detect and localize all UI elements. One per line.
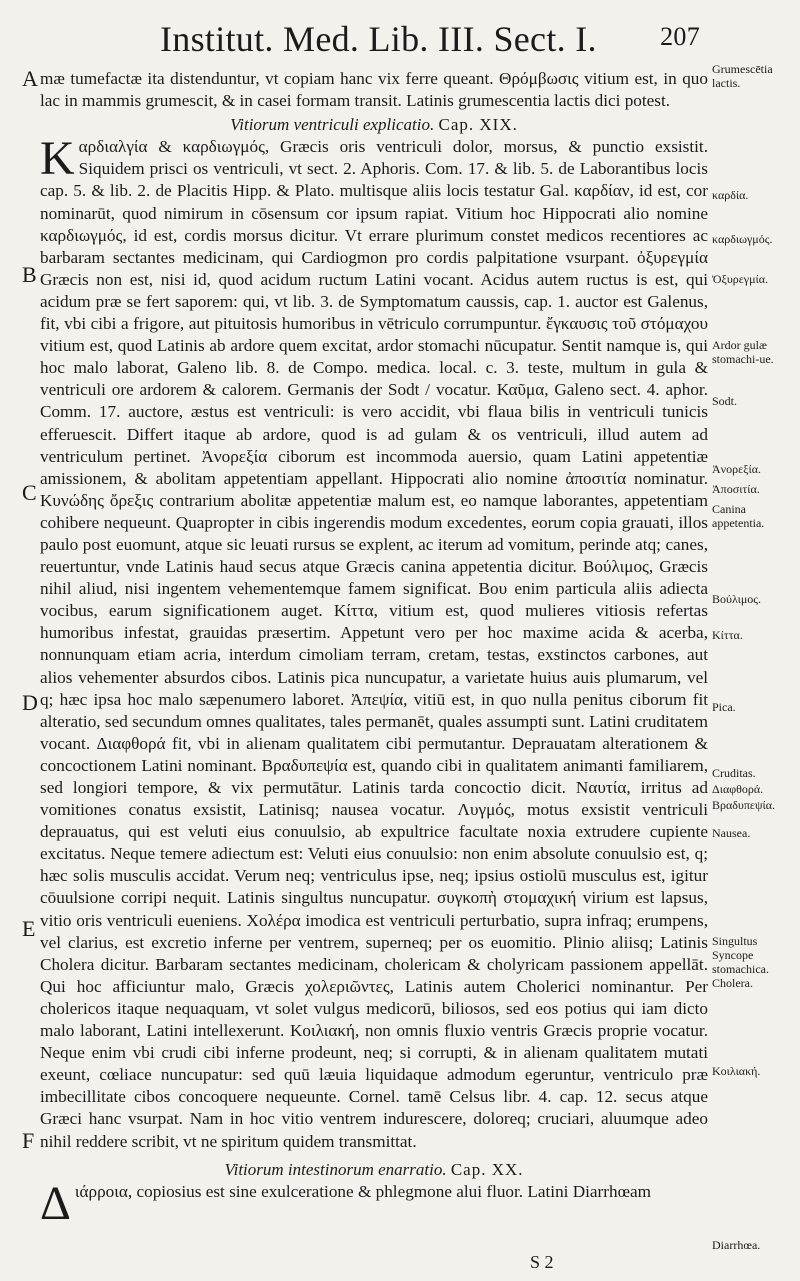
section-letter-e: E: [22, 916, 36, 941]
margin-note: Βραδυπεψία.: [712, 798, 775, 812]
margin-note: Nausea.: [712, 826, 751, 840]
margin-note: Diarrhœa.: [712, 1238, 761, 1252]
margin-note: Cruditas.: [712, 766, 756, 780]
section-letter-f: F: [22, 1128, 35, 1153]
margin-note: Singultus: [712, 934, 758, 948]
margin-note: Grumescētia lactis.: [712, 62, 773, 90]
chapter-19-number: Cap. XIX.: [438, 115, 518, 135]
section-letter-d: D: [22, 690, 38, 715]
margin-note: Ἀποσιτία.: [712, 482, 760, 496]
margin-note: Sodt.: [712, 394, 738, 408]
chapter-20-body: ιάρροια, copiosius est sine exulceratione & phlegmone alui fluor. Latini Diarrhœam: [74, 1181, 652, 1201]
paragraph-lac: mæ tumefactæ ita distenduntur, vt copiam hanc vix ferre queant. Θρόμβωσις vitium est, in quo lac in mammis grumescit, & in casei formam transit. Latinis grumescentia lactis dici potest.: [40, 69, 708, 111]
margin-note: Syncope stomachica.: [712, 948, 769, 976]
page-number: 207: [660, 22, 700, 51]
chapter-19-title: Vitiorum ventriculi explicatio.: [230, 115, 435, 135]
margin-note: Ἀνορεξία.: [712, 462, 761, 476]
drop-cap-k: K: [40, 132, 75, 186]
chapter-20-title: Vitiorum intestinorum enarratio.: [224, 1159, 447, 1179]
margin-note: Διαφθορά.: [712, 782, 764, 796]
chapter-heading-20: [40, 1159, 708, 1181]
section-letter-c: C: [22, 480, 37, 505]
section-letter-b: B: [22, 262, 37, 287]
margin-note: Ardor gulæ stomachi-ue.: [712, 338, 774, 366]
margin-note: Βούλιμος.: [712, 592, 762, 606]
margin-note: Cholera.: [712, 976, 753, 990]
header-title: Institut. Med. Lib. III. Sect. I.: [160, 19, 597, 59]
chapter-19-text: [40, 132, 708, 1152]
chapter-20-text: [40, 1176, 708, 1230]
margin-note: καρδία.: [712, 188, 749, 202]
margin-note: Κίττα.: [712, 628, 743, 642]
signature-mark: S 2: [530, 1252, 554, 1272]
main-text: [40, 68, 708, 1230]
margin-note: Κοιλιακή.: [712, 1064, 761, 1078]
margin-note: Canina appetentia.: [712, 502, 765, 530]
chapter-heading-19: [40, 114, 708, 136]
margin-note: Ὀξυρεγμία.: [712, 272, 769, 286]
running-header: [160, 18, 720, 58]
section-letter-a: A: [22, 66, 38, 91]
drop-cap-delta: Δ: [40, 1176, 71, 1230]
chapter-19-body: αρδιαλγία & καρδιωγμός, Græcis oris ventriculi dolor, morsus, & punctio exsistit. Siquidem prisci os ventriculi, vt sect. 2. Aphoris. Com. 17. & lib. 5. de Laborantibus locis cap. 5. & lib. 2. de Placitis Hipp. & Plato. multisque aliis locis testatur Gal. καρδίαν, id est, cor nominarūt, quod nimirum in cōsensum cor ipsum rapiat. Vitium hoc Hippocrati alio nomine καρδιωγμός, id est, cordis morsus dicitur. Vt errare plurimum constet medicos recentiores ac barbaram sectantes medicinam, qui Cardiogmon pro cordis palpitatione vsurpant. ὀξυρεγμία Græcis non est, nisi id, quod acidum ructum Latini vocant. Acidus autem ructus is est, qui acidum præ se fert saporem: qui, vt lib. 3. de Symptomatum caussis, cap. 1. auctor est Galenus, fit, vbi cibi a frigore, aut pituitosis humoribus in vētriculo corrumpuntur. ἔγκαυσις τοῦ στόμαχου vitium est, quod Latinis ab ardore quem excitat, ardor stomachi nūcupatur. Sentit namque is, qui hoc malo laborat, Galeno lib. 8. de Compo. medica. local. c. 3. teste, multum in gula & ventriculi ore ardorem & calorem. Germanis der Sodt / vocatur. Καῦμα, Galeno sect. 4. aphor. Comm. 17. auctore, æstus est ventriculi: is vero accidit, vbi flaua bilis in ventriculi tunicis efferuescit. Differt itaque ab ardore, quod is ad gulam & os ventriculi, illud autem ad ventriculum pertinet. Ἀνορεξία ciborum est incommoda auersio, quam Latini appetentiæ amissionem, & abolitam appetentiam appellant. Hippocrati alio nomine ἀποσιτία nominatur. Κυνώδης ὄρεξις contrarium abolitæ appetentiæ malum est, eo namque laborantes, appetentiam cohibere nequeunt. Quapropter in cibis ingerendis modum excedentes, eorum copia grauati, illos paulo post euomunt, atque sic leuati rursus se explent, ac iterum ad vomitum, perinde atq; canes, reuertuntur, vnde Latinis haud secus atque Græcis canina appetentia dicitur. Βούλιμος, Græcis nihil aliud, nisi ingentem vehementemque famem significat. Βου enim particula aliis adiecta vocibus, earum significationem auget. Κίττα, vitium est, quod mulieres vitiosis refertas humoribus infestat, grauidas præsertim. Appetunt vero per hoc maxime acida & acerba, nonnunquam etiam acria, interdum cimoliam terram, cretam, testas, exstinctos carbones, aut alios vehementer absurdos cibos. Latinis pica nuncupatur, a varietate huius auis plumarum, vel q; hæc ipsa hoc malo sæpenumero laboret. Ἀπεψία, vitiū est, in quo nulla penitus ciborum fit alteratio, sed secundum omnes qualitates, tales permanēt, quales assumpti sunt. Latini cruditatem vocant. Διαφθορά fit, vbi in alienam qualitatem cibi permutantur. Deprauatam alterationem & concoctionem Latini nominant. Βραδυπεψία est, quando cibi in qualitatem animanti familiarem, sed longiori tempore, & vix permutātur. Latinis tarda concoctio dicit. Ναυτία, irritus ad vomitiones conatus exsistit, Latinisq; nausea vocatur. Λυγμός, motus exsistit ventriculi deprauatus, qui est veluti eius conuulsio, ab expultrice facultate noxia extrudere cupiente excitatus. Neque temere adiectum est: Veluti eius conuulsio: non enim absolute conuulsio est, q; hæc solis musculis accidat. Verum neq; ventriculus ipse, neq; ipsius ostiolū musculus est, igitur cōuulsione corripi nequit. Latinis singultus nuncupatur. συγκοπὴ στομαχική virium est lapsus, vitio oris ventriculi eueniens. Χολέρα imodica est ventriculi perturbatio, supra infraq; erumpens, vel clarius, est excretio inferne per ventrem, superneq; per os euomitio. Plinio aliisq; Latinis Cholera dicitur. Barbaram sectantes medicinam, cholericam & cholyricam passionem appellāt. Qui hoc afficiuntur malo, Græcis χολεριῶντες, Latinis autem Cholerici nominantur. Per cholericos itaque nequaquam, vt solet vulgus medicorū, biliosos, sed eos potius qui iam dicto malo laborant, Latini intellexerunt. Κοιλιακή, non omnis fluxio ventris Græcis proprie vocatur. Neque enim vbi crudi cibi inferne prodeunt, neq; si corrupti, & in alienam qualitatem mutati exeunt, cœliace nuncupatur: sed quū læuia liquidaque admodum egeruntur, ventriculo præ imbecillitate cibos concoquere nequeunte. Cornel. tamē Celsus libr. 4. cap. 12. secus atque Græci hanc vsurpat. Nam in hoc vitio ventrem indurescere, doloreq; cruciari, aluumque adeo nihil reddere scribit, vt ne spiritum quidem transmittat.: [40, 137, 708, 1151]
margin-note: Pica.: [712, 700, 736, 714]
chapter-20-number: Cap. XX.: [450, 1159, 524, 1179]
margin-note: καρδιωγμός.: [712, 232, 773, 246]
